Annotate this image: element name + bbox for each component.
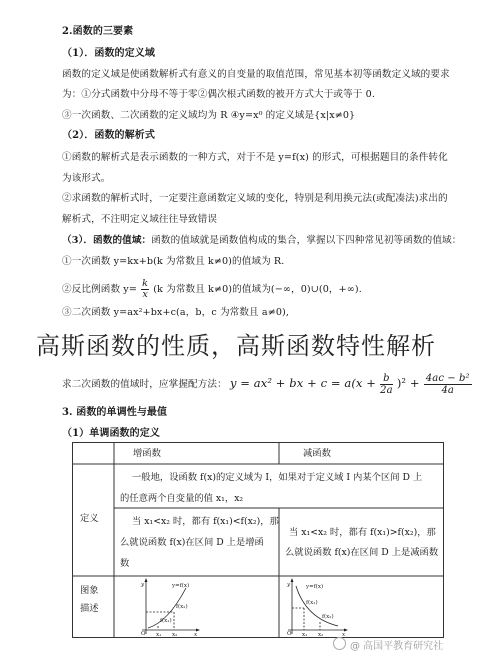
text-run: ②反比例函数 y= — [62, 284, 137, 295]
graph-x-label: x — [342, 632, 346, 636]
section-2-3-title: （3）．函数的值域： — [62, 235, 152, 246]
decreasing-condition: 么就说函数 f(x)在区间 D 上是减函数 — [285, 547, 439, 558]
graph-x1-label: x₁ — [156, 632, 162, 636]
row-label-graph: 图象 — [80, 585, 99, 596]
text-run: (k 为常数且 k≠0)的值域为(−∞，0)∪(0，+∞). — [153, 284, 362, 295]
fraction-denominator: x — [142, 289, 148, 300]
section-2-2-title: （2）．函数的解析式 — [62, 130, 155, 141]
fraction — [141, 279, 149, 300]
increasing-function-graph — [134, 578, 200, 636]
paragraph-line: ①一次函数 y=kx+b(k 为常数且 k≠0)的值域为 R. — [62, 256, 285, 267]
graph-curve-label: y=f(x) — [172, 583, 190, 589]
section-2-title: 2.函数的三要素 — [62, 26, 134, 37]
fraction — [424, 373, 472, 396]
graph-x2-label: x₂ — [318, 632, 324, 636]
quadratic-range-line — [62, 373, 473, 396]
section-3-1-title: （1）单调函数的定义 — [62, 428, 160, 439]
decreasing-condition: 当 x₁<x₂ 时，都有 f(x₁)>f(x₂)，那 — [289, 527, 436, 538]
increasing-condition: 当 x₁<x₂ 时，都有 f(x₁)<f(x₂)，那 — [132, 516, 279, 527]
graph-x2-label: x₂ — [172, 632, 178, 636]
formula-run: y = ax² + bx + c = a(x + — [229, 376, 376, 390]
fraction-numerator: b — [380, 373, 393, 385]
watermark-logo-icon — [333, 637, 346, 650]
paragraph-line: ③一次函数、二次函数的定义域均为 R ④y=x⁰ 的定义域是{x|x≠0} — [62, 110, 356, 121]
graph-origin-label: O — [287, 631, 292, 636]
fraction — [380, 373, 393, 396]
paragraph-line: ②求函数的解析式时，一定要注意函数定义域的变化，特别是利用换元法(或配凑法)求出的 — [62, 193, 448, 204]
row-label-graph: 描述 — [80, 603, 99, 614]
definition-general: 一般地，设函数 f(x)的定义域为 I，如果对于定义域 I 内某个区间 D 上 — [132, 472, 423, 483]
row-label-definition: 定义 — [80, 513, 99, 524]
graph-x-label: x — [194, 632, 198, 636]
graph-curve-label: y=f(x) — [306, 584, 324, 590]
graph-fx2-label: f(x₂) — [322, 614, 334, 620]
section-2-3-intro: 函数的值域就是函数值构成的集合，掌握以下四种常见初等函数的值域： — [151, 235, 462, 246]
graph-fx1-label: f(x₁) — [160, 618, 172, 624]
section-2-1-title: （1）．函数的定义域 — [62, 48, 155, 59]
section-3-title: 3. 函数的单调性与最值 — [62, 407, 168, 418]
text-run: 求二次函数的值域时，应掌握配方法： — [62, 379, 227, 390]
formula-run: )² + — [396, 376, 420, 390]
paragraph-line: ③二次函数 y=ax²+bx+c(a，b，c 为常数且 a≠0), — [62, 307, 290, 318]
col-header-increasing: 增函数 — [133, 448, 161, 459]
section-2-3-line — [62, 234, 461, 247]
paragraph-line: 函数的定义域是使函数解析式有意义的自变量的取值范围，常见基本初等函数定义域的要求 — [62, 69, 450, 80]
fraction-denominator: 4a — [441, 385, 454, 396]
increasing-condition: 么就说函数 f(x)在区间 D 上是增函 — [120, 537, 264, 548]
paragraph-line: ①函数的解析式是表示函数的一种方式，对于不是 y=f(x) 的形式，可根据题目的条件转化 — [62, 152, 448, 163]
overlay-title: 高斯函数的性质，高斯函数特性解析 — [36, 332, 436, 360]
definition-general: 的任意两个自变量的值 x₁，x₂ — [120, 493, 244, 504]
graph-origin-label: O — [141, 631, 146, 636]
paragraph-line: 为该形式。 — [62, 173, 111, 184]
col-header-decreasing: 减函数 — [303, 448, 331, 459]
reciprocal-line — [62, 279, 362, 300]
graph-fx2-label: f(x₂) — [176, 604, 188, 610]
graph-x1-label: x₁ — [302, 632, 308, 636]
paragraph-line: 解析式，不注明定义域往往导致错误 — [62, 214, 218, 225]
increasing-condition: 数 — [120, 558, 130, 569]
decreasing-function-graph — [282, 578, 348, 636]
graph-y-label: y — [141, 582, 145, 588]
fraction-numerator: k — [142, 278, 149, 289]
fraction-numerator: 4ac − b² — [425, 373, 470, 384]
fraction-denominator: 2a — [380, 385, 393, 396]
paragraph-line: 为：①分式函数中分母不等于零②偶次根式函数的被开方式大于或等于 0. — [62, 89, 376, 100]
watermark-text: @ 高国平教育研究社 — [350, 641, 444, 652]
graph-y-label: y — [287, 582, 291, 588]
graph-fx1-label: f(x₁) — [306, 600, 318, 606]
